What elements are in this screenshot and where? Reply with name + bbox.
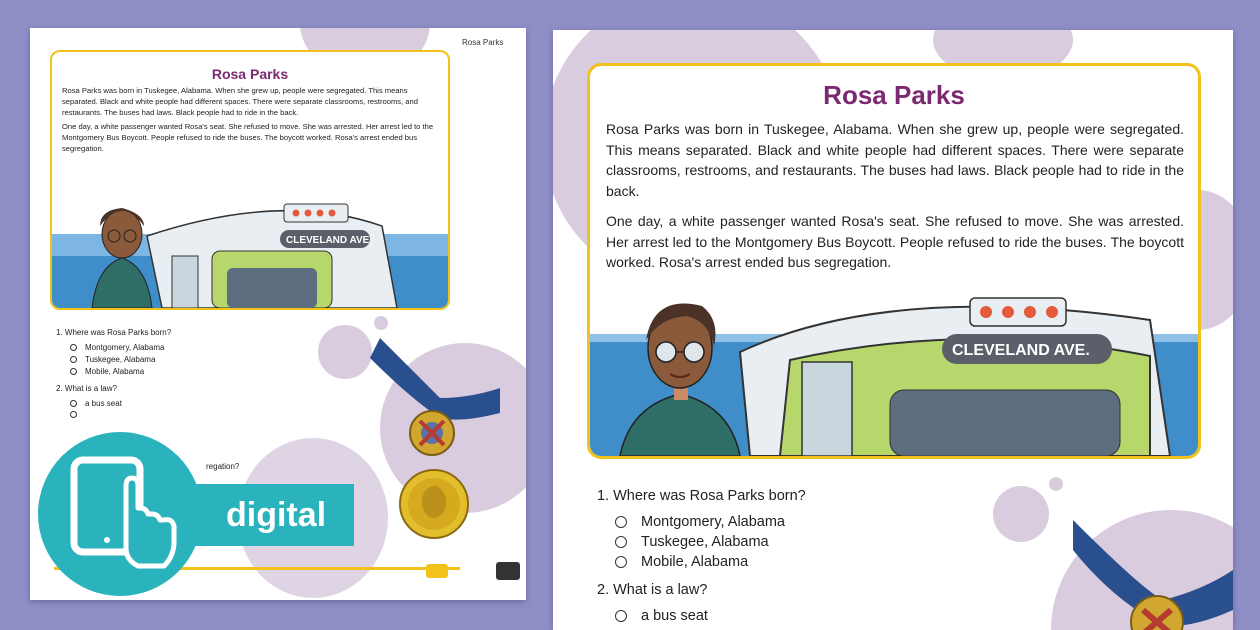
story-paragraph: Rosa Parks was born in Tuskegee, Alabama. When she grew up, people were segregated. This means separated. Black and white people had different spaces. There were separate classrooms, restrooms, and restaurants. The buses had laws. Black people had to ride in the back. bbox=[62, 86, 418, 117]
radio-button[interactable] bbox=[615, 516, 627, 528]
story-paragraph: One day, a white passenger wanted Rosa's seat. She refused to move. She was arrested. Her arrest led to the Montgomery Bus Boycott. People refused to ride the buses. The boycott worked. Rosa's arrest ended bus segregation. bbox=[62, 122, 434, 153]
question-2: 2. What is a law? bbox=[56, 384, 117, 393]
bus-destination-sign: CLEVELAND AVE. bbox=[286, 235, 373, 246]
answer-label: Mobile, Alabama bbox=[85, 367, 145, 376]
radio-button[interactable] bbox=[615, 556, 627, 568]
story-paragraph: Rosa Parks was born in Tuskegee, Alabama. When she grew up, people were segregated. This means separated. Black and white people had different spaces. There were separate classrooms, restrooms, and restaurants. The buses had laws. Black people had to ride in the back. bbox=[606, 121, 1184, 199]
medal-illustration bbox=[1073, 510, 1233, 630]
decorative-bubble bbox=[1049, 477, 1063, 491]
bus-destination-sign: CLEVELAND AVE. bbox=[952, 342, 1090, 359]
story-card bbox=[50, 50, 450, 310]
page-header-text: Rosa Parks bbox=[462, 38, 504, 47]
radio-button[interactable] bbox=[70, 411, 77, 418]
question-2: 2. What is a law? bbox=[597, 582, 708, 598]
radio-button[interactable] bbox=[70, 344, 77, 351]
radio-button[interactable] bbox=[615, 536, 627, 548]
answer-option[interactable] bbox=[615, 514, 897, 530]
question-list bbox=[56, 328, 316, 471]
tablet-touch-icon bbox=[68, 456, 180, 574]
logo-icon bbox=[426, 564, 448, 578]
digital-badge bbox=[38, 432, 358, 596]
answer-option[interactable] bbox=[70, 343, 316, 352]
front-worksheet-page bbox=[553, 30, 1233, 630]
answer-option[interactable] bbox=[70, 411, 316, 418]
digital-label: digital bbox=[226, 495, 327, 534]
answer-label: Montgomery, Alabama bbox=[85, 343, 165, 352]
card-title: Rosa Parks bbox=[211, 66, 289, 82]
answer-label: a bus seat bbox=[641, 608, 708, 624]
answer-option[interactable] bbox=[615, 554, 897, 570]
answer-label: a bus seat bbox=[85, 399, 122, 408]
answer-label: Tuskegee, Alabama bbox=[85, 355, 156, 364]
answer-label: Tuskegee, Alabama bbox=[641, 534, 769, 550]
digital-label-bar bbox=[178, 484, 354, 546]
answer-label: Mobile, Alabama bbox=[641, 554, 749, 570]
story-paragraph: One day, a white passenger wanted Rosa's seat. She refused to move. She was arrested. Her arrest led to the Montgomery Bus Boycott. People refused to ride the buses. The boycott worked. Rosa's arrest ended bus segregation. bbox=[606, 213, 1184, 270]
radio-button[interactable] bbox=[70, 368, 77, 375]
radio-button[interactable] bbox=[70, 400, 77, 407]
answer-option[interactable] bbox=[615, 534, 897, 550]
answer-option[interactable] bbox=[615, 608, 897, 624]
answer-option[interactable] bbox=[70, 399, 316, 408]
radio-button[interactable] bbox=[70, 356, 77, 363]
rosa-parks-bus-illustration bbox=[590, 290, 1198, 456]
question-3-fragment: regation? bbox=[206, 462, 240, 471]
decorative-bubble bbox=[318, 325, 372, 379]
answer-label: Montgomery, Alabama bbox=[641, 514, 785, 530]
decorative-bubble bbox=[993, 486, 1049, 542]
card-title: Rosa Parks bbox=[823, 80, 965, 110]
answer-option[interactable] bbox=[70, 355, 316, 364]
answer-option[interactable] bbox=[70, 367, 316, 376]
rosa-parks-bus-illustration bbox=[52, 196, 448, 308]
question-1: 1. Where was Rosa Parks born? bbox=[56, 328, 172, 337]
question-list bbox=[597, 488, 897, 624]
story-card bbox=[587, 63, 1201, 459]
logo-icon bbox=[496, 562, 520, 580]
question-1: 1. Where was Rosa Parks born? bbox=[597, 488, 806, 504]
coin-illustration bbox=[398, 468, 470, 540]
radio-button[interactable] bbox=[615, 610, 627, 622]
